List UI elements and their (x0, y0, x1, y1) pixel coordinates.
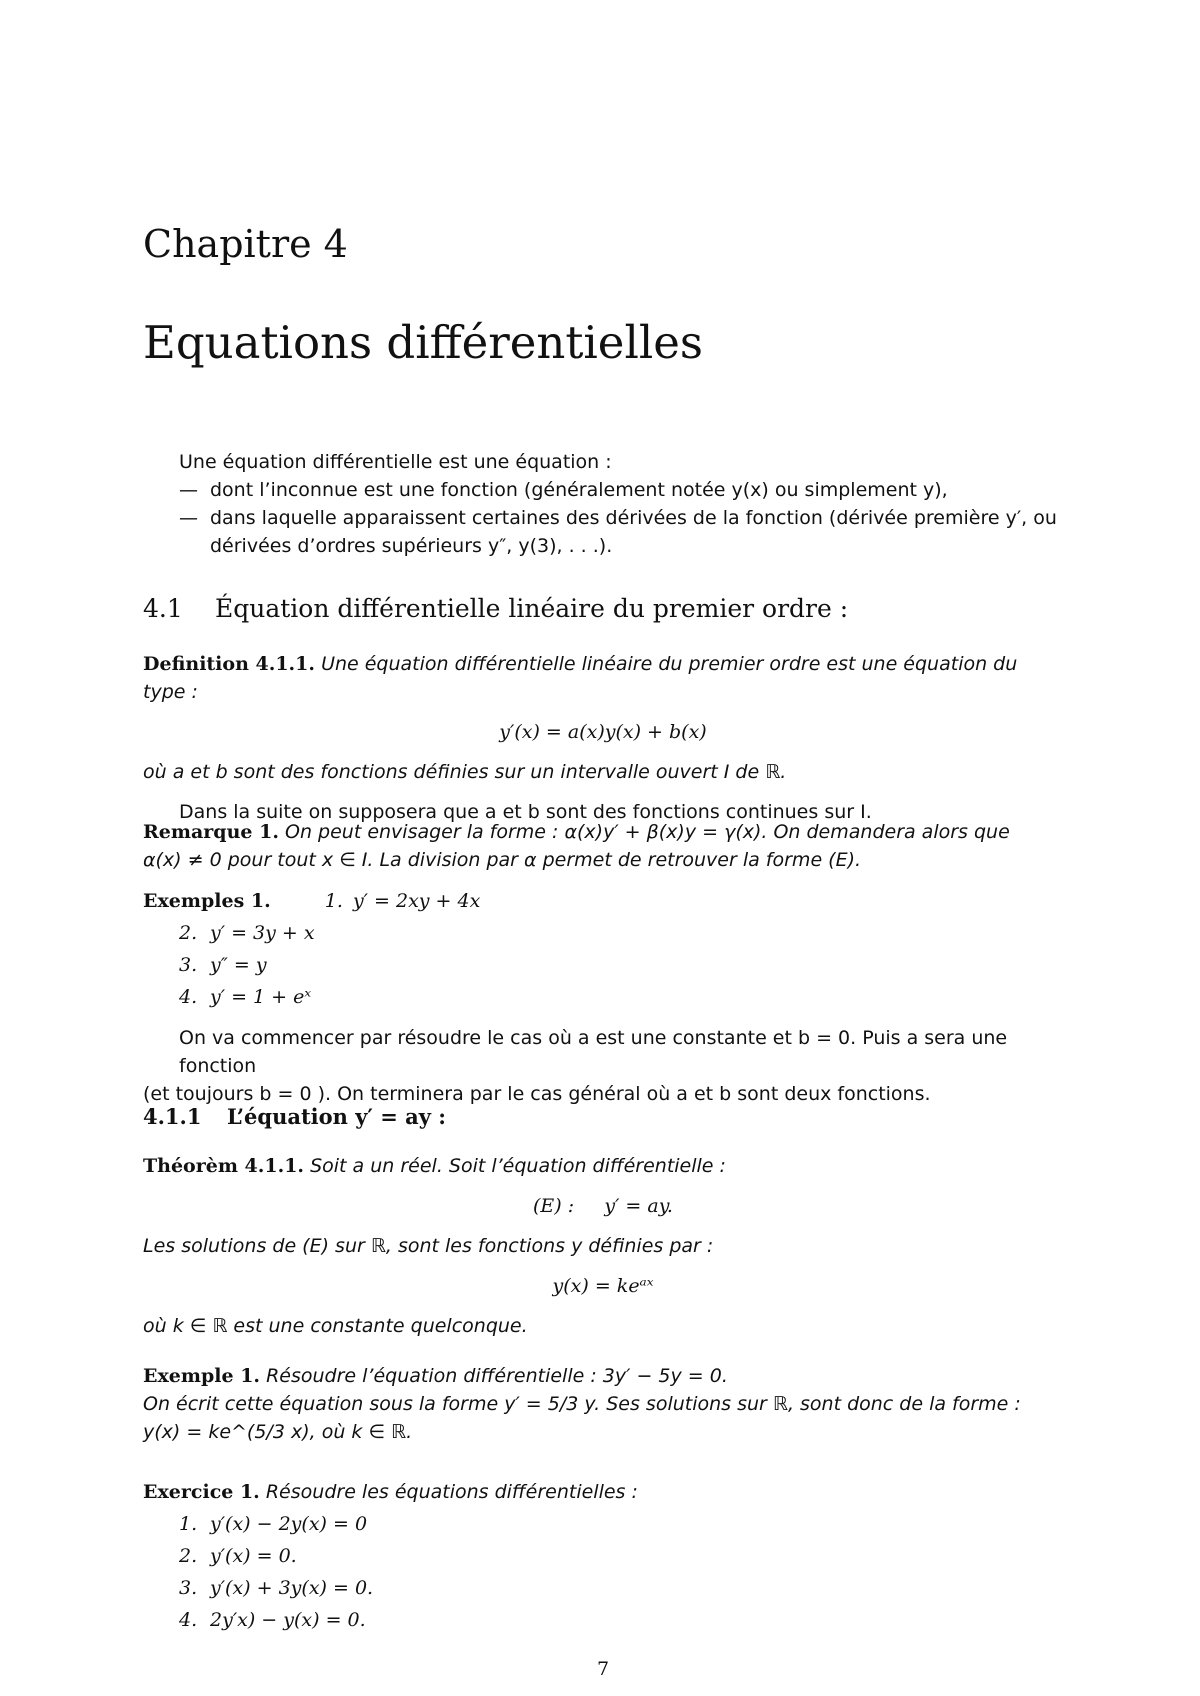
section-heading (143, 594, 848, 623)
theorem-formula: (E) : y′ = ay. (533, 1195, 673, 1217)
section-number: 4.1 (143, 594, 183, 623)
exercise-number: 2. (179, 1545, 198, 1567)
examples-block (143, 887, 1063, 1011)
example-block (143, 1362, 1063, 1446)
theorem-solution-formula: y(x) = keᵃˣ (552, 1275, 654, 1297)
exercise-equation: y′(x) + 3y(x) = 0. (210, 1577, 374, 1599)
remark-block (143, 818, 1063, 874)
example-item (143, 951, 1063, 979)
definition-text: Une équation différentielle linéaire du premier ordre est une équation du type : (143, 653, 1018, 703)
subsection-number: 4.1.1 (143, 1104, 202, 1129)
subsection-heading (143, 1104, 446, 1129)
remark-line2: α(x) ≠ 0 pour tout x ∈ I. La division par α permet de retrouver la forme (E). (143, 849, 862, 871)
theorem-label: Théorèm 4.1.1. (143, 1155, 305, 1177)
intro-bullet-text: dont l’inconnue est une fonction (généralement notée y(x) ou simplement y), (210, 479, 948, 501)
plan-line2: (et toujours b = 0 ). On terminera par le cas général où a et b sont deux fonctions. (143, 1083, 931, 1105)
theorem-solutions: Les solutions de (E) sur ℝ, sont les fonctions y définies par : (143, 1235, 714, 1257)
exercise-item (143, 1606, 1063, 1634)
exercise-number: 1. (179, 1513, 198, 1535)
intro-bullet-text: dérivées d’ordres supérieurs y″, y(3), . . .). (210, 535, 613, 557)
plan-line1: On va commencer par résoudre le cas où a est une constante et b = 0. Puis a sera une fonction (179, 1027, 1008, 1077)
exercise-equation: y′(x) = 0. (210, 1545, 297, 1567)
definition-label: Definition 4.1.1. (143, 653, 316, 675)
example-number: 1. (324, 890, 343, 912)
example-equation: y′ = 3y + x (210, 922, 315, 944)
example-number: 4. (179, 986, 198, 1008)
intro-bullet (143, 476, 1063, 504)
remark-line1: On peut envisager la forme : α(x)y′ + β(x)y = γ(x). On demandera alors que (285, 821, 1010, 843)
dash-marker: — (179, 507, 198, 529)
examples-label: Exemples 1. (143, 890, 271, 912)
section-title: Équation différentielle linéaire du premier ordre : (215, 594, 849, 623)
example-item (143, 919, 1063, 947)
subsection-title: L’équation y′ = ay : (227, 1104, 447, 1129)
definition-formula: y′(x) = a(x)y(x) + b(x) (499, 721, 707, 743)
exercise-equation: 2y′x) − y(x) = 0. (210, 1609, 366, 1631)
chapter-title: Equations différentielles (143, 316, 703, 369)
remark-label: Remarque 1. (143, 821, 279, 843)
exercise-label: Exercice 1. (143, 1481, 260, 1503)
dash-marker: — (179, 479, 198, 501)
intro-block (143, 448, 1063, 560)
exercise-text: Résoudre les équations différentielles : (265, 1481, 638, 1503)
exercise-equation: y′(x) − 2y(x) = 0 (210, 1513, 368, 1535)
intro-bullet (143, 504, 1063, 532)
exercise-item (143, 1542, 1063, 1570)
theorem-text: Soit a un réel. Soit l’équation différentielle : (310, 1155, 726, 1177)
theorem-block (143, 1152, 1063, 1340)
example-number: 2. (179, 922, 198, 944)
exercise-block (143, 1478, 1063, 1634)
intro-bullet-text: dans laquelle apparaissent certaines des dérivées de la fonction (dérivée première y′, ou (210, 507, 1057, 529)
example-line2: On écrit cette équation sous la forme y′ = 5/3 y. Ses solutions sur ℝ, sont donc de la forme : (143, 1393, 1021, 1415)
plan-paragraph (143, 1024, 1063, 1108)
exercise-number: 4. (179, 1609, 198, 1631)
example-line3: y(x) = ke^(5/3 x), où k ∈ ℝ. (143, 1421, 413, 1443)
example-item (143, 983, 1063, 1011)
exercise-item (143, 1510, 1063, 1538)
continuity-note: Dans la suite on supposera que a et b sont des fonctions continues sur I. (179, 801, 872, 823)
example-number: 3. (179, 954, 198, 976)
example-equation: y′ = 2xy + 4x (352, 890, 481, 912)
definition-after: où a et b sont des fonctions définies sur un intervalle ouvert I de ℝ. (143, 761, 787, 783)
example-text: Résoudre l’équation différentielle : 3y′ − 5y = 0. (266, 1365, 728, 1387)
exercise-number: 3. (179, 1577, 198, 1599)
definition-block (143, 650, 1063, 826)
page-number: 7 (596, 1658, 610, 1680)
exercise-item (143, 1574, 1063, 1602)
example-equation: y′ = 1 + eˣ (210, 986, 312, 1008)
example-label: Exemple 1. (143, 1365, 261, 1387)
theorem-after: où k ∈ ℝ est une constante quelconque. (143, 1315, 528, 1337)
intro-lead: Une équation différentielle est une équation : (179, 451, 612, 473)
chapter-label: Chapitre 4 (143, 222, 348, 266)
example-equation: y″ = y (210, 954, 267, 976)
intro-bullet-continuation (143, 532, 1063, 560)
